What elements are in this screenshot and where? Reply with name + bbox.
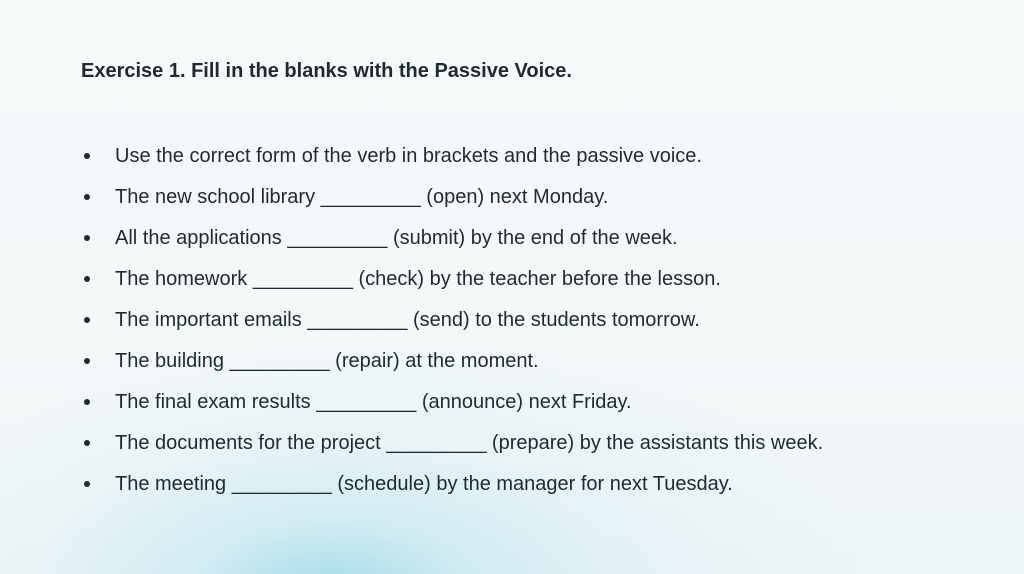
exercise-title: Exercise 1. Fill in the blanks with the Passive Voice. (81, 60, 572, 82)
list-item (81, 261, 823, 302)
list-item (81, 220, 823, 261)
bullet-icon (84, 481, 90, 487)
exercise-list (81, 138, 823, 507)
list-item (81, 466, 823, 507)
list-item-text: The documents for the project _________ (prepare) by the assistants this week. (115, 432, 824, 454)
bullet-icon (84, 276, 90, 282)
list-item-text: The meeting _________ (schedule) by the manager for next Tuesday. (115, 473, 733, 495)
list-item-text: All the applications _________ (submit) by the end of the week. (115, 227, 678, 249)
bullet-icon (84, 440, 90, 446)
list-item-text: The final exam results _________ (announce) next Friday. (115, 391, 632, 413)
bullet-icon (84, 194, 90, 200)
list-item-text: The new school library _________ (open) next Monday. (115, 186, 609, 208)
list-item (81, 425, 823, 466)
list-item-text: The building _________ (repair) at the moment. (115, 350, 539, 372)
list-item-text: The important emails _________ (send) to the students tomorrow. (115, 309, 700, 331)
bullet-icon (84, 153, 90, 159)
list-item (81, 343, 823, 384)
list-item (81, 384, 823, 425)
list-item-text: Use the correct form of the verb in brackets and the passive voice. (115, 145, 702, 167)
bullet-icon (84, 358, 90, 364)
list-item (81, 302, 823, 343)
bullet-icon (84, 317, 90, 323)
list-item (81, 138, 823, 179)
bullet-icon (84, 399, 90, 405)
list-item (81, 179, 823, 220)
list-item-text: The homework _________ (check) by the teacher before the lesson. (115, 268, 721, 290)
bullet-icon (84, 235, 90, 241)
